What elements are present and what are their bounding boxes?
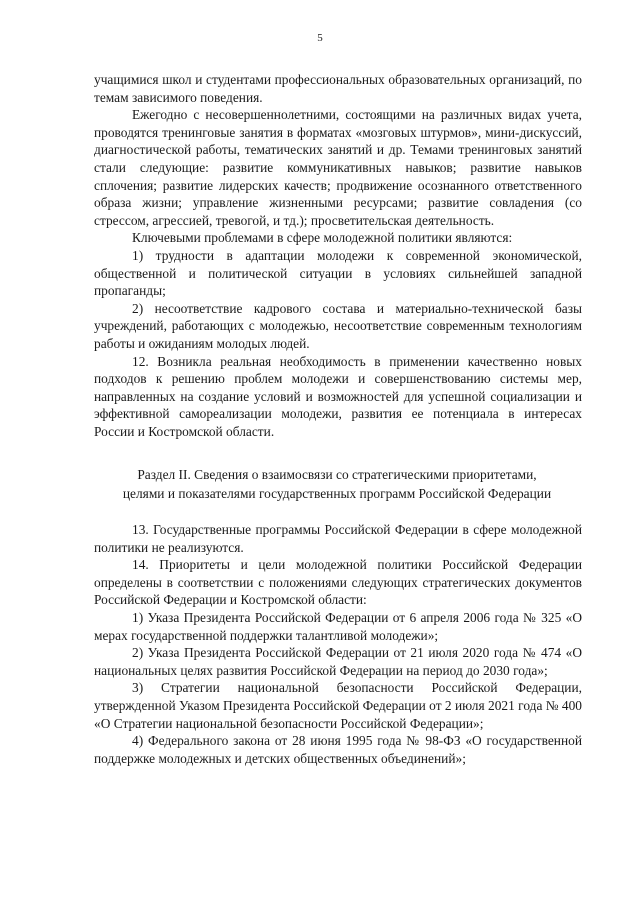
paragraph-12: 12. Возникла реальная необходимость в применении качественно новых подходов к решению проблем молодежи и совершенствованию системы мер, направленных на создание условий и возможностей для успешной социализации и эффективной самореализации молодежи, развития ее потенциала в интересах России и Костромской области. (94, 353, 582, 439)
section-heading-line-1: Раздел II. Сведения о взаимосвязи со стратегическими приоритетами, (137, 467, 537, 482)
paragraph-trainings: Ежегодно с несовершеннолетними, состоящими на различных видах учета, проводятся тренинговые занятия в форматах «мозговых штурмов», мини-дискуссий, диагностической работы, тематических занятий и др. Темами тренинговых занятий стали следующие: развитие коммуникативных навыков; развитие навыков сплочения; развитие лидерских качеств; продвижение осознанного ответственного образа жизни; управление жизненными ресурсами; развитие совладения (со стрессом, агрессией, тревогой, и тд.); просветительская деятельность. (94, 107, 582, 228)
body-text-section-2 (94, 521, 582, 767)
section-heading-line-2: целями и показателями государственных программ Российской Федерации (122, 486, 552, 501)
paragraph-key-problems: Ключевыми проблемами в сфере молодежной политики являются: (132, 230, 513, 246)
paragraph-continuation: учащимися школ и студентами профессиональных образовательных организаций, по темам зависимого поведения. (94, 72, 582, 105)
paragraph-14: 14. Приоритеты и цели молодежной политики Российской Федерации определены в соответствии с положениями следующих стратегических документов Российской Федерации и Костромской области: (94, 557, 582, 608)
list-item-document-3: 3) Стратегии национальной безопасности Российской Федерации, утвержденной Указом Президента Российской Федерации от 2 июля 2021 года № 400 «О Стратегии национальной безопасности Российской Федерации»; (94, 680, 582, 731)
body-text-top (94, 71, 582, 440)
list-item-document-4: 4) Федерального закона от 28 июня 1995 года № 98-ФЗ «О государственной поддержке молодежных и детских общественных объединений»; (94, 733, 582, 766)
list-item-problem-2: 2) несоответствие кадрового состава и материально-технической базы учреждений, работающих с молодежью, несоответствие современным технологиям работы и ожиданиям молодых людей. (94, 300, 582, 351)
section-heading (0, 465, 640, 503)
paragraph-13: 13. Государственные программы Российской Федерации в сфере молодежной политики не реализуются. (94, 522, 582, 555)
list-item-problem-1: 1) трудности в адаптации молодежи к современной экономической, общественной и политической ситуации в условиях сильнейшей западной пропаганды; (94, 247, 582, 299)
page-number: 5 (317, 32, 323, 44)
list-item-document-2: 2) Указа Президента Российской Федерации от 21 июля 2020 года № 474 «О национальных целях развития Российской Федерации на период до 2030 года»; (94, 645, 582, 678)
list-item-document-1: 1) Указа Президента Российской Федерации от 6 апреля 2006 года № 325 «О мерах государственной поддержки талантливой молодежи»; (94, 609, 582, 643)
